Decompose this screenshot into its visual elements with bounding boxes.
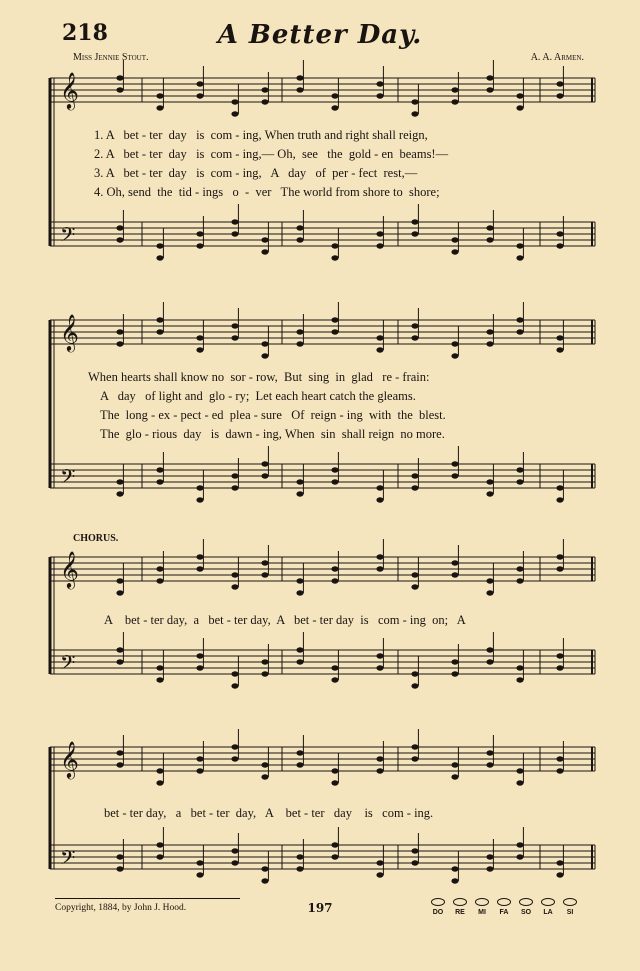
notehead: [296, 854, 303, 859]
solfa-note-shape: [519, 898, 533, 906]
notehead: [231, 231, 238, 236]
notehead: [231, 111, 238, 116]
notehead: [296, 225, 303, 230]
notehead: [296, 237, 303, 242]
notehead: [156, 329, 163, 334]
notehead: [261, 659, 268, 664]
notehead: [486, 647, 493, 652]
solfa-label: MI: [478, 909, 486, 916]
notehead: [516, 665, 523, 670]
notehead: [156, 93, 163, 98]
notehead: [231, 683, 238, 688]
notehead: [231, 335, 238, 340]
notehead: [556, 485, 563, 490]
notehead: [451, 878, 458, 883]
notehead: [516, 243, 523, 248]
notehead: [556, 347, 563, 352]
notehead: [451, 99, 458, 104]
treble-clef-icon: 𝄞: [60, 71, 79, 109]
notehead: [411, 756, 418, 761]
notehead: [261, 866, 268, 871]
notehead: [516, 677, 523, 682]
notehead: [296, 87, 303, 92]
notehead: [331, 93, 338, 98]
notehead: [451, 461, 458, 466]
notehead: [296, 647, 303, 652]
chorus-label: CHORUS.: [73, 533, 119, 544]
notehead: [261, 87, 268, 92]
notehead: [231, 572, 238, 577]
notehead: [196, 872, 203, 877]
notehead: [516, 255, 523, 260]
notehead: [376, 768, 383, 773]
notehead: [196, 335, 203, 340]
verse-3-line-2: The long - ex - pect - ed plea - sure Of reign - ing with the blest.: [100, 408, 446, 422]
solfa-note-shape: [541, 898, 555, 906]
notehead: [451, 572, 458, 577]
notehead: [451, 560, 458, 565]
notehead: [116, 590, 123, 595]
bass-clef-icon: 𝄢: [60, 846, 76, 874]
notehead: [411, 848, 418, 853]
notehead: [331, 768, 338, 773]
notehead: [411, 99, 418, 104]
notehead: [451, 237, 458, 242]
notehead: [116, 647, 123, 652]
notehead: [331, 677, 338, 682]
notehead: [116, 854, 123, 859]
solfa-note-shape: [563, 898, 577, 906]
notehead: [261, 560, 268, 565]
notehead: [486, 854, 493, 859]
solfa-label: SO: [520, 909, 532, 916]
solfa-label: LA: [543, 909, 553, 916]
notehead: [196, 554, 203, 559]
notehead: [296, 659, 303, 664]
notehead: [376, 872, 383, 877]
notehead: [486, 762, 493, 767]
notehead: [296, 750, 303, 755]
notehead: [296, 479, 303, 484]
solfa-note-shape: [475, 898, 489, 906]
notehead: [556, 768, 563, 773]
notehead: [296, 866, 303, 871]
notehead: [261, 353, 268, 358]
notehead: [156, 566, 163, 571]
treble-clef-icon: 𝄞: [60, 740, 79, 778]
solfa-key: [428, 896, 588, 920]
solfa-label: DO: [432, 909, 444, 916]
notehead: [376, 665, 383, 670]
notehead: [331, 317, 338, 322]
chorus-line-1: A bet - ter day, a bet - ter day, A bet - ter day is com - ing on; A: [104, 613, 466, 627]
notehead: [116, 341, 123, 346]
notehead: [231, 860, 238, 865]
notehead: [196, 756, 203, 761]
notehead: [556, 566, 563, 571]
composer-credit: A. A. Armen.: [530, 52, 584, 63]
verse-1-line-1: 1. A bet - ter day is com - ing, When truth and right shall reign,: [94, 128, 428, 142]
notehead: [486, 341, 493, 346]
bass-clef-icon: 𝄢: [60, 465, 76, 493]
notehead: [116, 479, 123, 484]
treble-clef-icon: 𝄞: [60, 313, 79, 351]
notehead: [156, 479, 163, 484]
notehead: [196, 231, 203, 236]
notehead: [516, 780, 523, 785]
notehead: [556, 872, 563, 877]
notehead: [556, 335, 563, 340]
notehead: [296, 329, 303, 334]
notehead: [411, 671, 418, 676]
notehead: [261, 762, 268, 767]
notehead: [116, 237, 123, 242]
notehead: [156, 768, 163, 773]
notehead: [331, 105, 338, 110]
footer-rule: [55, 898, 240, 899]
solfa-label: RE: [455, 909, 465, 916]
notehead: [296, 762, 303, 767]
notehead: [196, 243, 203, 248]
notehead: [516, 479, 523, 484]
notehead: [156, 780, 163, 785]
solfa-note-shape: [497, 898, 511, 906]
notehead: [556, 231, 563, 236]
notehead: [231, 323, 238, 328]
notehead: [156, 578, 163, 583]
notehead: [486, 750, 493, 755]
notehead: [196, 566, 203, 571]
verse-3-line-1: 3. A bet - ter day is com - ing, A day of per - fect rest,—: [94, 166, 418, 180]
notehead: [331, 255, 338, 260]
notehead: [486, 329, 493, 334]
notehead: [196, 768, 203, 773]
notehead: [556, 665, 563, 670]
notehead: [556, 81, 563, 86]
notehead: [411, 744, 418, 749]
verse-4-line-1: 4. Oh, send the tid - ings o - ver The world from shore to shore;: [94, 185, 440, 199]
notehead: [116, 329, 123, 334]
notehead: [156, 243, 163, 248]
notehead: [451, 659, 458, 664]
notehead: [486, 479, 493, 484]
notehead: [411, 683, 418, 688]
treble-clef-icon: 𝄞: [60, 550, 79, 588]
notehead: [116, 75, 123, 80]
notehead: [116, 87, 123, 92]
lyricist-credit: Miss Jennie Stout.: [73, 52, 149, 63]
notehead: [411, 584, 418, 589]
notehead: [516, 578, 523, 583]
notehead: [451, 341, 458, 346]
notehead: [296, 491, 303, 496]
notehead: [231, 584, 238, 589]
notehead: [376, 231, 383, 236]
notehead: [261, 237, 268, 242]
notehead: [196, 485, 203, 490]
notehead: [451, 774, 458, 779]
notehead: [376, 347, 383, 352]
notehead: [376, 485, 383, 490]
notehead: [261, 572, 268, 577]
notehead: [516, 467, 523, 472]
notehead: [451, 249, 458, 254]
notehead: [331, 467, 338, 472]
solfa-note-shape: [453, 898, 467, 906]
notehead: [376, 860, 383, 865]
verse-4-line-2: The glo - rious day is dawn - ing, When sin shall reign no more.: [100, 427, 445, 441]
notehead: [556, 860, 563, 865]
notehead: [116, 578, 123, 583]
notehead: [451, 87, 458, 92]
notehead: [486, 87, 493, 92]
notehead: [516, 93, 523, 98]
notehead: [376, 81, 383, 86]
notehead: [331, 854, 338, 859]
notehead: [156, 255, 163, 260]
notehead: [116, 866, 123, 871]
notehead: [156, 854, 163, 859]
notehead: [156, 317, 163, 322]
notehead: [516, 566, 523, 571]
notehead: [156, 842, 163, 847]
notehead: [516, 842, 523, 847]
notehead: [556, 243, 563, 248]
notehead: [261, 878, 268, 883]
hymn-title: A Better Day.: [217, 20, 423, 50]
notehead: [516, 105, 523, 110]
notehead: [556, 653, 563, 658]
notehead: [556, 497, 563, 502]
notehead: [261, 341, 268, 346]
notehead: [411, 572, 418, 577]
notehead: [516, 768, 523, 773]
notehead: [231, 473, 238, 478]
notehead: [196, 81, 203, 86]
notehead: [411, 219, 418, 224]
notehead: [116, 491, 123, 496]
notehead: [331, 578, 338, 583]
chorus-line-2: bet - ter day, a bet - ter day, A bet - ter day is com - ing.: [104, 806, 434, 820]
notehead: [296, 578, 303, 583]
notehead: [331, 665, 338, 670]
notehead: [231, 744, 238, 749]
notehead: [516, 317, 523, 322]
verse-2-line-1: 2. A bet - ter day is com - ing,— Oh, see the gold - en beams!—: [94, 147, 449, 161]
notehead: [516, 329, 523, 334]
notehead: [411, 860, 418, 865]
notehead: [156, 665, 163, 670]
notehead: [231, 485, 238, 490]
notehead: [556, 93, 563, 98]
notehead: [411, 231, 418, 236]
notehead: [231, 671, 238, 676]
notehead: [116, 659, 123, 664]
notehead: [331, 842, 338, 847]
notehead: [196, 860, 203, 865]
solfa-label: FA: [499, 909, 509, 916]
notehead: [196, 93, 203, 98]
notehead: [116, 225, 123, 230]
notehead: [411, 473, 418, 478]
page-number: 197: [307, 901, 333, 915]
notehead: [376, 497, 383, 502]
notehead: [296, 341, 303, 346]
solfa-note-shape: [431, 898, 445, 906]
notehead: [231, 756, 238, 761]
verse-2-line-2: A day of light and glo - ry; Let each heart catch the gleams.: [100, 389, 416, 403]
notehead: [376, 335, 383, 340]
notehead: [331, 566, 338, 571]
notehead: [231, 99, 238, 104]
notehead: [331, 780, 338, 785]
notehead: [116, 750, 123, 755]
notehead: [331, 329, 338, 334]
notehead: [556, 756, 563, 761]
notehead: [261, 461, 268, 466]
notehead: [296, 75, 303, 80]
notehead: [516, 854, 523, 859]
notehead: [331, 479, 338, 484]
notehead: [261, 774, 268, 779]
notehead: [451, 762, 458, 767]
notehead: [261, 249, 268, 254]
notehead: [116, 762, 123, 767]
notehead: [451, 353, 458, 358]
notehead: [486, 578, 493, 583]
notehead: [376, 93, 383, 98]
notehead: [486, 659, 493, 664]
notehead: [261, 671, 268, 676]
solfa-label: SI: [566, 909, 574, 916]
notehead: [451, 866, 458, 871]
notehead: [486, 866, 493, 871]
notehead: [231, 848, 238, 853]
notehead: [486, 225, 493, 230]
notehead: [196, 653, 203, 658]
bass-clef-icon: 𝄢: [60, 223, 76, 251]
notehead: [556, 554, 563, 559]
notehead: [486, 237, 493, 242]
notehead: [261, 99, 268, 104]
notehead: [376, 756, 383, 761]
notehead: [196, 497, 203, 502]
notehead: [451, 671, 458, 676]
notehead: [411, 485, 418, 490]
notehead: [376, 653, 383, 658]
notehead: [411, 335, 418, 340]
notehead: [486, 590, 493, 595]
bass-clef-icon: 𝄢: [60, 651, 76, 679]
notehead: [411, 323, 418, 328]
notehead: [376, 554, 383, 559]
notehead: [196, 665, 203, 670]
notehead: [296, 590, 303, 595]
notehead: [196, 347, 203, 352]
notehead: [156, 105, 163, 110]
notehead: [486, 491, 493, 496]
hymn-number: 218: [62, 20, 108, 46]
notehead: [231, 219, 238, 224]
notehead: [156, 677, 163, 682]
notehead: [261, 473, 268, 478]
notehead: [376, 243, 383, 248]
copyright-notice: Copyright, 1884, by John J. Hood.: [55, 903, 187, 913]
notehead: [156, 467, 163, 472]
verse-1-line-2: When hearts shall know no sor - row, But sing in glad re - frain:: [88, 370, 430, 384]
notehead: [451, 473, 458, 478]
notehead: [411, 111, 418, 116]
notehead: [376, 566, 383, 571]
notehead: [331, 243, 338, 248]
notehead: [486, 75, 493, 80]
